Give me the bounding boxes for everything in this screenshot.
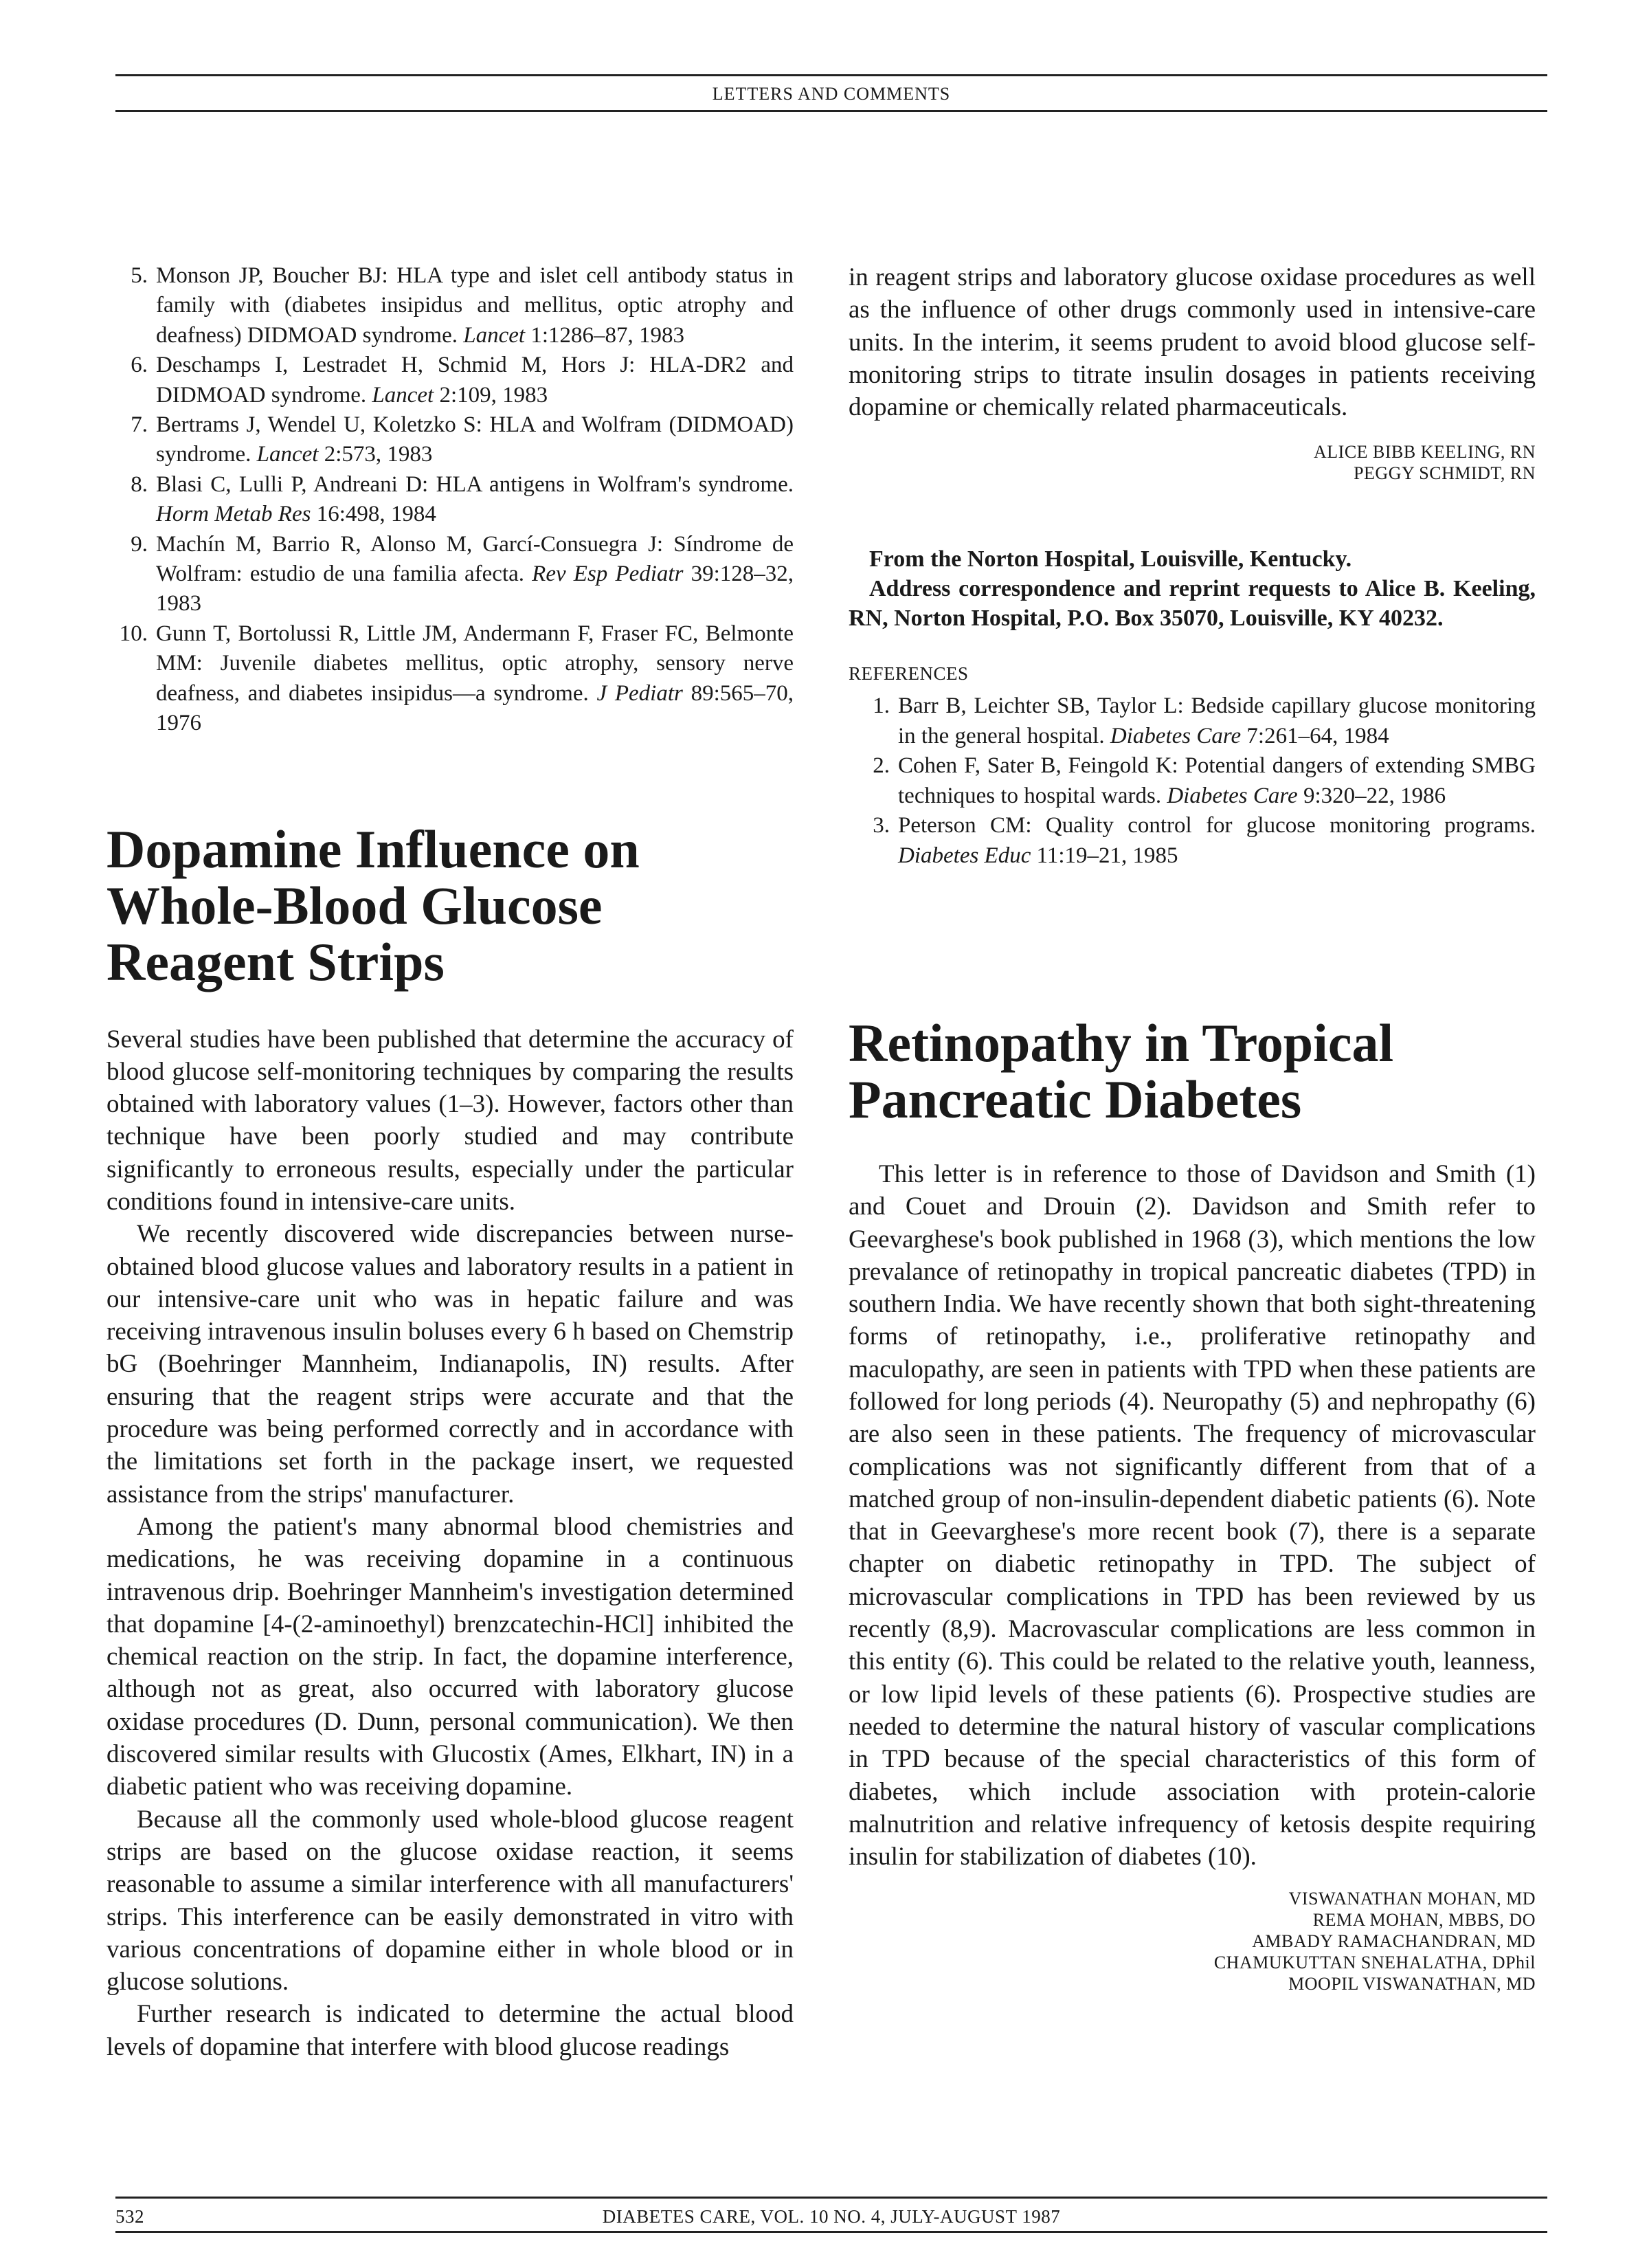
article1-title bbox=[106, 821, 794, 990]
header-rule-top bbox=[115, 74, 1547, 76]
article2-title bbox=[849, 1012, 1536, 1129]
article1-signature bbox=[849, 441, 1536, 484]
reference-citation: Deschamps I, Lestradet H, Schmid M, Hors J: HLA-DR2 and DIDMOAD syndrome. bbox=[156, 353, 794, 408]
article1-title-line: Whole-Blood Glucose bbox=[106, 875, 603, 935]
reference-citation: Cohen F, Sater B, Feingold K: Potential dangers of extending SMBG techniques to hospital wards. bbox=[898, 753, 1536, 808]
reference-text bbox=[156, 410, 794, 470]
reference-journal: Diabetes Care bbox=[1110, 723, 1242, 748]
article2-title-line: Pancreatic Diabetes bbox=[849, 1069, 1302, 1129]
article1-correspondence: Address correspondence and reprint requests to Alice B. Keeling, RN, Norton Hospital, P.O. Box 35070, Louisville, KY 40232. bbox=[849, 576, 1536, 632]
article1-paragraph: Among the patient's many abnormal blood chemistries and medications, he was receiving dopamine in a continuous intravenous drip. Boehringer Mannheim's investigation determined that dopamine [4-(2-aminoethyl) brenzcatechin-HCl] inhibited the chemical reaction on the strip. In fact, the dopamine interference, although not as great, also occurred with laboratory glucose oxidase procedures (D. Dunn, personal communication). We then discovered similar results with Glucostix (Ames, Elkhart, IN) in a diabetic patient who was receiving dopamine. bbox=[106, 1512, 794, 1801]
reference-volume-pages: 2:109, 1983 bbox=[439, 382, 548, 408]
article2-paragraph: This letter is in reference to those of Davidson and Smith (1) and Couet and Drouin (2). Davidson and Smith refer to Geevarghese's book published in 1968 (3), which mentions the low prevalance of retinopathy in tropical pancreatic diabetes (TPD) in southern India. We have recently shown that both sight-threatening forms of retinopathy, i.e., proliferative retinopathy and maculopathy, are seen in patients with TPD when these patients are followed for long periods (4). Neuropathy (5) and nephropathy (6) are also seen in these patients. The frequency of microvascular complications was not significantly different from that of a matched group of non-insulin-dependent diabetic patients (6). Note that in Geevarghese's more recent book (7), there is a separate chapter on diabetic retinopathy in TPD. The subject of microvascular complications in TPD has been reviewed by us recently (8,9). Macrovascular complications are less common in this entity (6). This could be related to the relative youth, leanness, or low lipid levels of these patients (6). Prospective studies are needed to determine the natural history of vascular complications in TPD because of the special characteristics of this form of diabetes, which include association with protein-calorie malnutrition and relative infrequency of ketosis despite requiring insulin for stabilization of diabetes (10). bbox=[849, 1159, 1536, 1871]
header-rule-bottom bbox=[115, 110, 1547, 112]
reference-citation: Gunn T, Bortolussi R, Little JM, Andermann F, Fraser FC, Belmonte MM: Juvenile diabetes mellitus, optic atrophy, sensory nerve deafness, and diabetes insipidus—a syndrome. bbox=[156, 621, 794, 706]
reference-text bbox=[156, 261, 794, 351]
article1-paragraph: Several studies have been published that determine the accuracy of blood glucose self-monitoring techniques by comparing the results obtained with laboratory values (1–3). However, factors other than technique have been poorly studied and may contribute significantly to erroneous results, especially under the particular conditions found in intensive-care units. bbox=[106, 1025, 794, 1216]
reference-journal: Horm Metab Res bbox=[156, 502, 311, 527]
reference-item bbox=[106, 351, 794, 410]
reference-text bbox=[156, 351, 794, 410]
reference-text bbox=[898, 811, 1536, 871]
reference-citation: Peterson CM: Quality control for glucose monitoring programs. bbox=[898, 813, 1536, 838]
right-column bbox=[849, 261, 1536, 1994]
reference-citation: Monson JP, Boucher BJ: HLA type and islet cell antibody status in family with (diabetes insipidus and mellitus, optic atrophy and deafness) DIDMOAD syndrome. bbox=[156, 263, 794, 348]
reference-text bbox=[156, 530, 794, 619]
article1-title-line: Dopamine Influence on bbox=[106, 819, 640, 879]
page-number: 532 bbox=[115, 2206, 144, 2227]
author-name: VISWANATHAN MOHAN, MD bbox=[1288, 1889, 1536, 1909]
author-name: MOOPIL VISWANATHAN, MD bbox=[1288, 1974, 1536, 1994]
reference-number: 2. bbox=[873, 753, 890, 779]
author-name: ALICE BIBB KEELING, RN bbox=[1314, 442, 1536, 463]
reference-number: 8. bbox=[131, 471, 148, 497]
article1-affiliation: From the Norton Hospital, Louisville, Kentucky. bbox=[869, 546, 1352, 572]
prior-reference-list bbox=[106, 261, 794, 739]
reference-volume-pages: 11:19–21, 1985 bbox=[1036, 843, 1178, 868]
article1-continuation: in reagent strips and laboratory glucose oxidase procedures as well as the influence of other drugs commonly used in intensive-care units. In the interim, it seems prudent to avoid blood glucose self-monitoring strips to titrate insulin dosages in patients receiving dopamine or chemically related pharmaceuticals. bbox=[849, 263, 1536, 422]
reference-text bbox=[898, 691, 1536, 751]
reference-journal: Rev Esp Pediatr bbox=[532, 562, 684, 587]
references-heading: REFERENCES bbox=[849, 663, 969, 685]
reference-citation: Machín M, Barrio R, Alonso M, Garcí-Consuegra J: Síndrome de Wolfram: estudio de una familia afecta. bbox=[156, 531, 794, 587]
reference-item bbox=[106, 470, 794, 530]
article2-title-line: Retinopathy in Tropical bbox=[849, 1012, 1394, 1073]
article1-reference-list bbox=[849, 691, 1536, 870]
reference-item bbox=[106, 410, 794, 470]
article2-signature bbox=[849, 1888, 1536, 1994]
reference-journal: Lancet bbox=[372, 382, 434, 408]
reference-number: 6. bbox=[131, 353, 148, 378]
author-name: CHAMUKUTTAN SNEHALATHA, DPhil bbox=[1213, 1953, 1536, 1973]
author-name: PEGGY SCHMIDT, RN bbox=[1354, 463, 1536, 484]
reference-number: 5. bbox=[131, 263, 148, 288]
reference-item bbox=[106, 619, 794, 739]
running-head: LETTERS AND COMMENTS bbox=[712, 84, 951, 104]
reference-volume-pages: 2:573, 1983 bbox=[324, 442, 433, 467]
left-column bbox=[106, 261, 794, 2063]
reference-number: 10. bbox=[119, 621, 148, 646]
reference-volume-pages: 1:1286–87, 1983 bbox=[530, 322, 684, 348]
reference-volume-pages: 39:128–32, 1983 bbox=[156, 562, 794, 616]
reference-number: 1. bbox=[873, 693, 890, 719]
reference-text bbox=[156, 470, 794, 530]
reference-number: 7. bbox=[131, 412, 148, 438]
reference-item bbox=[106, 261, 794, 351]
reference-item bbox=[849, 751, 1536, 811]
reference-text bbox=[156, 619, 794, 739]
reference-journal: Lancet bbox=[256, 442, 319, 467]
reference-volume-pages: 7:261–64, 1984 bbox=[1246, 723, 1389, 748]
article1-paragraph: Because all the commonly used whole-blood glucose reagent strips are based on the glucose oxidase reaction, it seems reasonable to assume a similar interference with all manufacturers' strips. This interference can be easily demonstrated in vitro with various concentrations of dopamine either in whole blood or in glucose solutions. bbox=[106, 1805, 794, 1997]
reference-citation: Blasi C, Lulli P, Andreani D: HLA antigens in Wolfram's syndrome. bbox=[156, 471, 794, 497]
reference-journal: Diabetes Care bbox=[1167, 783, 1298, 808]
reference-citation: Bertrams J, Wendel U, Koletzko S: HLA and Wolfram (DIDMOAD) syndrome. bbox=[156, 412, 794, 467]
reference-journal: J Pediatr bbox=[596, 680, 683, 706]
reference-journal: Lancet bbox=[463, 322, 526, 348]
author-name: AMBADY RAMACHANDRAN, MD bbox=[1252, 1931, 1536, 1952]
article1-paragraph: Further research is indicated to determine the actual blood levels of dopamine that interfere with blood glucose readings bbox=[106, 2000, 794, 2061]
reference-journal: Diabetes Educ bbox=[898, 843, 1031, 868]
article1-paragraph: We recently discovered wide discrepancies between nurse-obtained blood glucose values and laboratory results in a patient in our intensive-care unit who was in hepatic failure and was receiving intravenous insulin boluses every 6 h based on Chemstrip bG (Boehringer Mannheim, Indianapolis, IN) results. After ensuring that the reagent strips were accurate and that the procedure was being performed correctly and in accordance with the limitations set forth in the package insert, we requested assistance from the strips' manufacturer. bbox=[106, 1220, 794, 1509]
footer-rule-bottom bbox=[115, 2231, 1547, 2233]
reference-volume-pages: 89:565–70, 1976 bbox=[156, 680, 794, 736]
journal-info: DIABETES CARE, VOL. 10 NO. 4, JULY-AUGUST 1987 bbox=[602, 2206, 1061, 2227]
reference-volume-pages: 9:320–22, 1986 bbox=[1303, 783, 1446, 808]
reference-item bbox=[106, 530, 794, 619]
reference-text bbox=[898, 751, 1536, 811]
reference-citation: Barr B, Leichter SB, Taylor L: Bedside capillary glucose monitoring in the general hospital. bbox=[898, 693, 1536, 748]
reference-item bbox=[849, 811, 1536, 871]
reference-item bbox=[849, 691, 1536, 751]
author-name: REMA MOHAN, MBBS, DO bbox=[1312, 1910, 1536, 1931]
article1-title-line: Reagent Strips bbox=[106, 931, 445, 992]
footer-rule-top bbox=[115, 2197, 1547, 2199]
reference-volume-pages: 16:498, 1984 bbox=[316, 502, 436, 527]
reference-number: 9. bbox=[131, 531, 148, 557]
reference-number: 3. bbox=[873, 813, 890, 838]
